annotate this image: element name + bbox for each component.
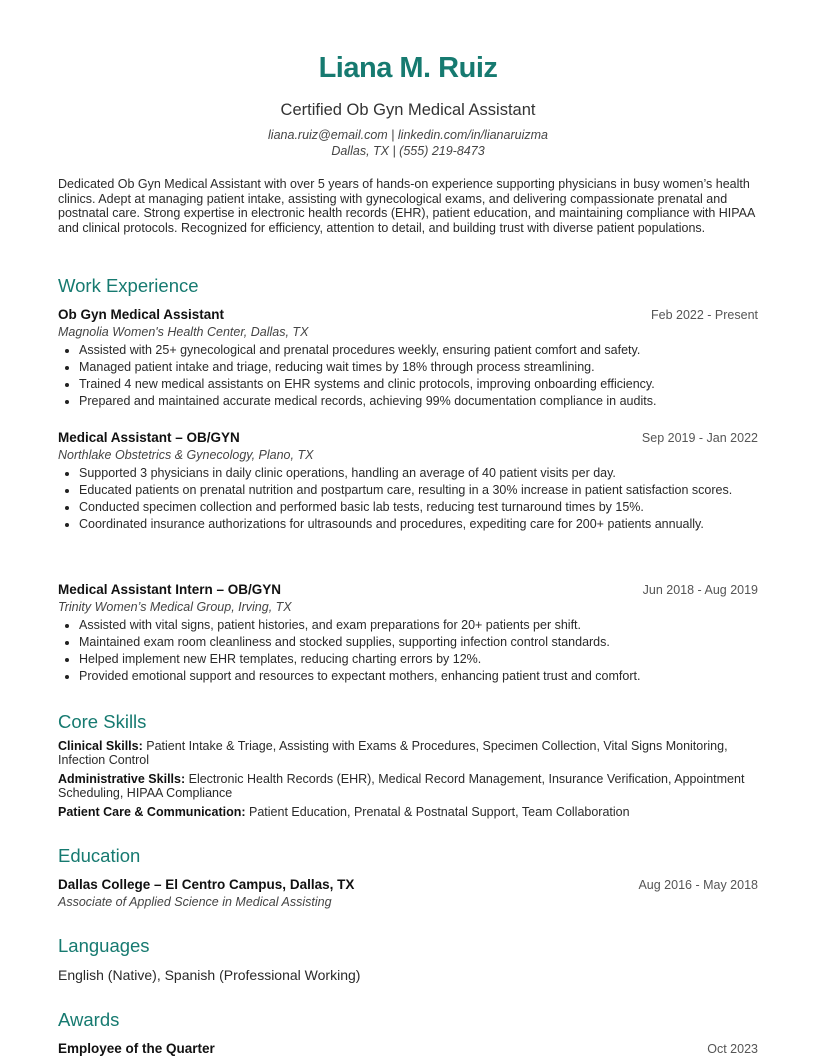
job-bullet: Educated patients on prenatal nutrition and postpartum care, resulting in a 30% increase in patient satisfaction scores.	[79, 483, 758, 498]
job-bullet: Provided emotional support and resources to expectant mothers, enhancing patient trust and comfort.	[79, 669, 758, 684]
job-title: Medical Assistant – OB/GYN	[58, 430, 240, 445]
job-bullet: Helped implement new EHR templates, reducing charting errors by 12%.	[79, 652, 758, 667]
contact-location-phone: Dallas, TX | (555) 219-8473	[331, 143, 485, 158]
job-title: Ob Gyn Medical Assistant	[58, 307, 225, 322]
job-organization: Northlake Obstetrics & Gynecology, Plano, TX	[58, 448, 314, 462]
skill-row	[58, 772, 758, 801]
school-name: Dallas College – El Centro Campus, Dallas, TX	[58, 877, 355, 892]
degree-name: Associate of Applied Science in Medical Assisting	[58, 895, 332, 909]
skill-category: Patient Care & Communication:	[58, 805, 246, 820]
skill-items: Electronic Health Records (EHR), Medical Record Management, Insurance Verification, Appointment Scheduling, HIPAA Compliance	[58, 772, 745, 801]
candidate-headline: Certified Ob Gyn Medical Assistant	[280, 101, 536, 119]
section-title-work-experience: Work Experience	[58, 275, 199, 296]
education-dates: Aug 2016 - May 2018	[638, 878, 758, 892]
job-organization: Trinity Women’s Medical Group, Irving, TX	[58, 600, 292, 614]
education-entry	[58, 876, 758, 913]
award-title: Employee of the Quarter	[58, 1041, 215, 1056]
candidate-name: Liana M. Ruiz	[318, 52, 498, 84]
experience-entry	[58, 581, 758, 686]
skill-items: Patient Education, Prenatal & Postnatal Support, Team Collaboration	[249, 805, 630, 820]
experience-entry	[58, 429, 758, 534]
contact-info	[58, 128, 758, 159]
section-title-core-skills: Core Skills	[58, 711, 147, 732]
job-bullet: Maintained exam room cleanliness and stocked supplies, supporting infection control standards.	[79, 635, 758, 650]
job-bullet: Conducted specimen collection and performed basic lab tests, reducing test turnaround times by 15%.	[79, 500, 758, 515]
experience-entry	[58, 306, 758, 411]
job-title: Medical Assistant Intern – OB/GYN	[58, 582, 282, 597]
job-bullet: Coordinated insurance authorizations for ultrasounds and procedures, expediting care for 200+ patients annually.	[79, 517, 758, 532]
skill-category: Administrative Skills:	[58, 772, 186, 787]
job-bullets	[58, 618, 758, 684]
skill-items: Patient Intake & Triage, Assisting with Exams & Procedures, Specimen Collection, Vital Signs Monitoring, Infection Control	[58, 739, 728, 768]
professional-summary: Dedicated Ob Gyn Medical Assistant with over 5 years of hands-on experience supporting physicians in busy women’s health clinics. Adept at managing patient intake, assisting with gynecological exams, and delivering compassionate prenatal and postnatal care. Strong expertise in electronic health records (EHR), patient education, and maintaining compliance with HIPAA and clinical protocols. Recognized for efficiency, attention to detail, and building trust with diverse patient populations.	[58, 177, 755, 235]
award-entry	[58, 1040, 758, 1058]
skill-row	[58, 739, 758, 768]
job-bullet: Trained 4 new medical assistants on EHR systems and clinic protocols, improving onboarding efficiency.	[79, 377, 758, 392]
section-title-awards: Awards	[58, 1009, 120, 1030]
skill-row	[58, 805, 758, 819]
skill-category: Clinical Skills:	[58, 739, 143, 753]
job-bullets	[58, 466, 758, 532]
section-title-languages: Languages	[58, 935, 150, 956]
skills-list	[58, 739, 758, 824]
job-dates: Sep 2019 - Jan 2022	[641, 431, 758, 445]
section-title-education: Education	[58, 845, 141, 866]
job-dates: Feb 2022 - Present	[650, 308, 758, 322]
job-bullet: Supported 3 physicians in daily clinic operations, handling an average of 40 patient visits per day.	[79, 466, 758, 481]
languages-list: English (Native), Spanish (Professional Working)	[58, 967, 361, 983]
award-date: Oct 2023	[707, 1042, 758, 1056]
job-organization: Magnolia Women's Health Center, Dallas, TX	[58, 325, 309, 339]
job-bullet: Prepared and maintained accurate medical records, achieving 99% documentation compliance in audits.	[79, 394, 758, 409]
job-bullet: Assisted with vital signs, patient histories, and exam preparations for 20+ patients per shift.	[79, 618, 758, 633]
job-dates: Jun 2018 - Aug 2019	[642, 583, 758, 597]
contact-email-linkedin: liana.ruiz@email.com | linkedin.com/in/lianaruizma	[268, 128, 548, 142]
job-bullet: Assisted with 25+ gynecological and prenatal procedures weekly, ensuring patient comfort and safety.	[79, 343, 758, 358]
job-bullet: Managed patient intake and triage, reducing wait times by 18% through process streamlining.	[79, 360, 758, 375]
job-bullets	[58, 343, 758, 409]
